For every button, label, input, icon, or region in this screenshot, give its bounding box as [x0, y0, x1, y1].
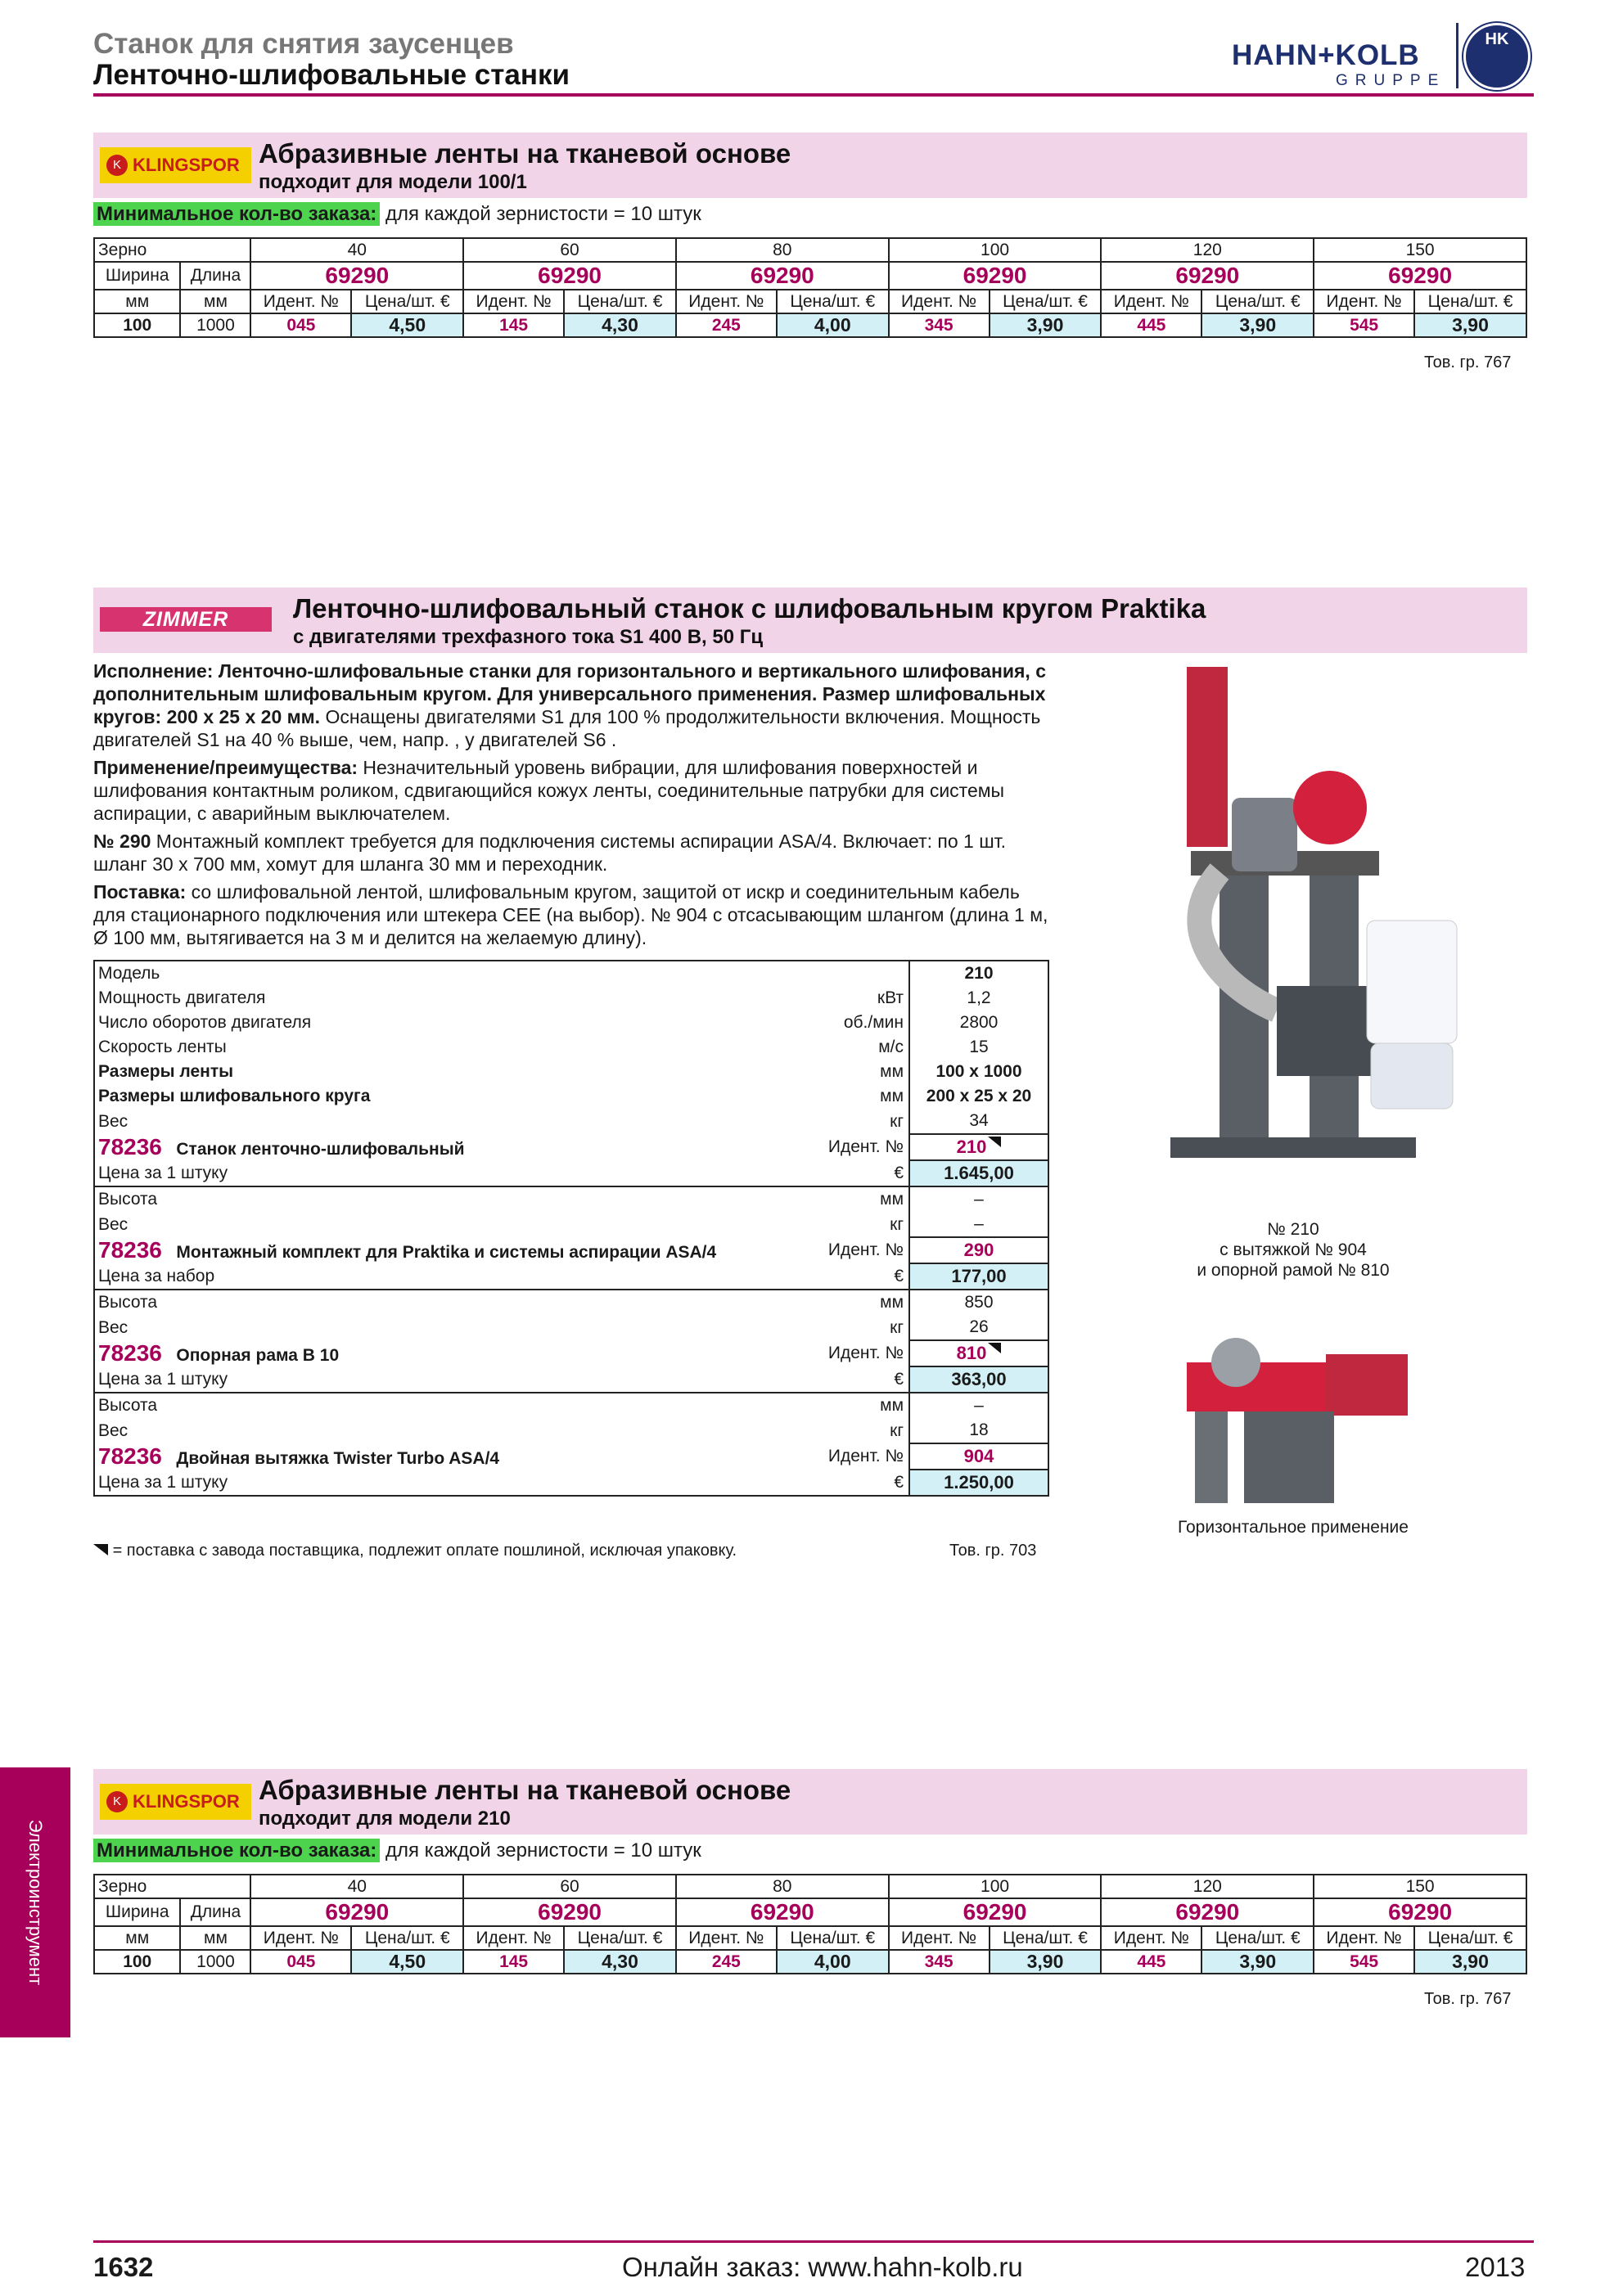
spec-wheel-label: Размеры шлифовального круга [94, 1084, 745, 1109]
id-label: Идент. № [463, 1926, 564, 1950]
product-row [94, 1134, 745, 1160]
grain-value: 80 [676, 1875, 889, 1898]
product-id: 145 [463, 313, 564, 337]
product-article: 78236 [98, 1237, 162, 1263]
price-label: Цена/шт. € [564, 290, 676, 313]
klingspor-mark-icon: K [106, 1791, 128, 1812]
unit-price: 4,00 [777, 1950, 889, 1974]
belt-width: 100 [94, 1950, 180, 1974]
product-id: 345 [889, 1950, 990, 1974]
product-id: 245 [676, 313, 777, 337]
grain-value: 80 [676, 238, 889, 262]
spec-rpm: 2800 [909, 1011, 1048, 1035]
grain-value: 40 [250, 238, 463, 262]
footer-year: 2013 [1465, 2252, 1526, 2282]
min-order-text: для каждой зернистости = 10 штук [385, 1839, 701, 1862]
page-number: 1632 [93, 2252, 154, 2282]
id-label: Идент. № [1101, 1926, 1201, 1950]
product-name: Монтажный комплект для Praktika и системы аспирации ASA/4 [176, 1243, 717, 1262]
euro-sign: € [745, 1263, 909, 1290]
weight-unit: кг [890, 1420, 904, 1440]
product-price: 1.250,00 [909, 1470, 1048, 1496]
article-number: 69290 [1314, 262, 1526, 290]
horizontal-use-photo [1179, 1330, 1424, 1503]
grain-value: 120 [1101, 238, 1314, 262]
price-label: Цена/шт. € [777, 1926, 889, 1950]
grain-value: 60 [463, 238, 676, 262]
width-unit: мм [94, 1926, 180, 1950]
klingspor-logo-text: KLINGSPOR [133, 1791, 240, 1812]
grain-value: 120 [1101, 1875, 1314, 1898]
spec-belt-unit: мм [880, 1062, 904, 1081]
unit-price: 3,90 [990, 1950, 1102, 1974]
id-label: Идент. № [827, 1447, 904, 1465]
belt-top-title: Абразивные ленты на тканевой основе [259, 138, 791, 169]
factory-delivery-icon [93, 1544, 108, 1555]
spec-speed-label: Скорость ленты [94, 1035, 745, 1060]
product-id-cell [909, 1340, 1048, 1366]
length-label: Длина [180, 262, 250, 290]
logo-divider [1456, 23, 1458, 88]
machine-description [93, 660, 1051, 954]
product-id: 210 [956, 1137, 987, 1157]
weight-unit: кг [890, 1317, 904, 1337]
id-label: Идент. № [250, 290, 351, 313]
spec-table [93, 960, 1049, 1497]
klingspor-logo-text: KLINGSPOR [133, 155, 240, 175]
klingspor-mark-icon: K [106, 155, 128, 176]
belt-length: 1000 [180, 1950, 250, 1974]
unit-price: 4,30 [564, 1950, 676, 1974]
machine-tovgr: Тов. гр. 703 [949, 1542, 1037, 1560]
price-label: Цена за 1 штуку [94, 1470, 745, 1496]
factory-footnote: = поставка с завода поставщика, подлежит оплате пошлиной, исключая упаковку. [93, 1542, 737, 1560]
grain-label: Зерно [94, 238, 250, 262]
klingspor-logo [100, 1784, 251, 1820]
spec-weight: 34 [909, 1109, 1048, 1134]
height-unit: мм [745, 1393, 909, 1418]
price-label: Цена/шт. € [351, 1926, 463, 1950]
product-id-cell [909, 1134, 1048, 1160]
height-label: Высота [94, 1393, 745, 1418]
product-id: 045 [250, 313, 351, 337]
id-label: Идент. № [676, 1926, 777, 1950]
category-title: Станок для снятия заусенцев [93, 28, 514, 60]
subcategory-title: Ленточно-шлифовальные станки [93, 59, 570, 91]
spec-model-label: Модель [94, 961, 745, 986]
min-order-label: Минимальное кол-во заказа: [93, 1839, 380, 1862]
footer-online-order: Онлайн заказ: www.hahn-kolb.ru [622, 2252, 1023, 2282]
section-side-tab-label: Электроинструмент [25, 1819, 46, 1986]
id-label: Идент. № [1314, 1926, 1414, 1950]
article-number: 69290 [889, 1898, 1102, 1926]
height-unit: мм [745, 1290, 909, 1315]
spec-speed-unit: м/с [878, 1038, 904, 1056]
grain-value: 100 [889, 238, 1102, 262]
grain-value: 150 [1314, 1875, 1526, 1898]
product-price: 363,00 [909, 1366, 1048, 1393]
id-label: Идент. № [827, 1240, 904, 1259]
product-price: 177,00 [909, 1263, 1048, 1290]
min-order-label: Минимальное кол-во заказа: [93, 202, 380, 226]
product-id: 545 [1314, 313, 1414, 337]
article-number: 69290 [250, 1898, 463, 1926]
belt-top-table [93, 237, 1527, 338]
length-unit: мм [180, 1926, 250, 1950]
product-id: 904 [963, 1446, 994, 1466]
belt-top-header [93, 133, 1527, 198]
weight-label: Вес [94, 1212, 745, 1237]
price-label: Цена/шт. € [990, 1926, 1102, 1950]
machine-photo [1121, 659, 1465, 1195]
belt-bottom-header [93, 1769, 1527, 1835]
machine-photo-caption: № 210 с вытяжкой № 904 и опорной рамой № 810 [1197, 1220, 1390, 1280]
id-label: Идент. № [1314, 290, 1414, 313]
klingspor-logo [100, 147, 251, 183]
price-label: Цена/шт. € [990, 290, 1102, 313]
unit-price: 4,50 [351, 1950, 463, 1974]
belt-bottom-min-order [93, 1839, 701, 1862]
unit-price: 3,90 [990, 313, 1102, 337]
section-side-tab[interactable] [0, 1767, 70, 2037]
price-label: Цена/шт. € [1201, 1926, 1314, 1950]
product-name: Опорная рама B 10 [176, 1346, 340, 1365]
spec-rpm-label: Число оборотов двигателя [94, 1011, 745, 1035]
brand-logo-mark: HK [1463, 23, 1531, 90]
product-height: 850 [909, 1290, 1048, 1315]
machine-title: Ленточно-шлифовальный станок с шлифовальным кругом Praktika [293, 593, 1206, 624]
article-number: 69290 [250, 262, 463, 290]
id-label: Идент. № [889, 1926, 990, 1950]
width-label: Ширина [94, 1898, 180, 1926]
product-article: 78236 [98, 1443, 162, 1469]
machine-subtitle: с двигателями трехфазного тока S1 400 В, 50 Гц [293, 626, 764, 648]
brand-logo-subtext: GRUPPE [1336, 72, 1446, 89]
article-number: 69290 [1101, 1898, 1314, 1926]
spec-weight-unit: кг [890, 1111, 904, 1131]
grain-value: 40 [250, 1875, 463, 1898]
price-label: Цена за набор [94, 1263, 745, 1290]
factory-delivery-icon [988, 1137, 1001, 1147]
spec-model: 210 [909, 961, 1048, 986]
product-id: 810 [956, 1343, 987, 1363]
product-id: 345 [889, 313, 990, 337]
belt-bottom-subtitle: подходит для модели 210 [259, 1808, 511, 1830]
product-name: Двойная вытяжка Twister Turbo ASA/4 [176, 1449, 500, 1468]
header-rule [93, 93, 1534, 97]
product-row [94, 1340, 745, 1366]
grain-value: 100 [889, 1875, 1102, 1898]
width-label: Ширина [94, 262, 180, 290]
article-number: 69290 [1314, 1898, 1526, 1926]
article-number: 69290 [889, 262, 1102, 290]
brand-logo-text: HAHN+KOLB [1232, 39, 1420, 71]
product-article: 78236 [98, 1340, 162, 1366]
min-order-text: для каждой зернистости = 10 штук [385, 203, 701, 225]
spec-wheel: 200 x 25 x 20 [909, 1084, 1048, 1109]
product-id: 445 [1101, 313, 1201, 337]
id-label: Идент. № [676, 290, 777, 313]
euro-sign: € [745, 1160, 909, 1186]
length-label: Длина [180, 1898, 250, 1926]
spec-power-unit: кВт [877, 988, 904, 1007]
desc-delivery: Поставка: со шлифовальной лентой, шлифовальным кругом, защитой от искр и соединительным кабель для стационарного подключения или штекера СЕЕ (на выбор). № 904 с отсасывающим шлангом (длина 1 м, Ø 100 мм, вытягивается на 3 м и делится на желаемую длину). [93, 881, 1048, 948]
price-label: Цена/шт. € [777, 290, 889, 313]
id-label: Идент. № [463, 290, 564, 313]
unit-price: 4,00 [777, 313, 889, 337]
id-label: Идент. № [250, 1926, 351, 1950]
article-number: 69290 [463, 1898, 676, 1926]
height-label: Высота [94, 1290, 745, 1315]
product-id: 045 [250, 1950, 351, 1974]
belt-width: 100 [94, 313, 180, 337]
product-id: 245 [676, 1950, 777, 1974]
article-number: 69290 [676, 262, 889, 290]
price-label: Цена/шт. € [351, 290, 463, 313]
product-id: 445 [1101, 1950, 1201, 1974]
belt-bottom-title: Абразивные ленты на тканевой основе [259, 1775, 791, 1805]
machine-header [93, 588, 1527, 653]
price-label: Цена за 1 штуку [94, 1160, 745, 1186]
horizontal-use-caption: Горизонтальное применение [1178, 1518, 1409, 1537]
unit-price: 3,90 [1414, 1950, 1526, 1974]
footer-rule [93, 2240, 1534, 2243]
desc-kit: № 290 Монтажный комплект требуется для подключения системы аспирации ASA/4. Включает: по 1 шт. шланг 30 x 700 мм, хомут для шланга 30 мм и переходник. [93, 831, 1007, 875]
factory-delivery-icon [988, 1343, 1001, 1353]
unit-price: 3,90 [1414, 313, 1526, 337]
spec-weight-label: Вес [94, 1109, 745, 1134]
article-number: 69290 [463, 262, 676, 290]
id-label: Идент. № [1101, 290, 1201, 313]
price-label: Цена/шт. € [564, 1926, 676, 1950]
spec-rpm-unit: об./мин [843, 1013, 904, 1032]
spec-speed: 15 [909, 1035, 1048, 1060]
weight-label: Вес [94, 1418, 745, 1443]
belt-top-tovgr: Тов. гр. 767 [1424, 353, 1512, 371]
product-id: 545 [1314, 1950, 1414, 1974]
price-label: Цена/шт. € [1201, 290, 1314, 313]
grain-label: Зерно [94, 1875, 250, 1898]
spec-belt-label: Размеры ленты [94, 1060, 745, 1084]
product-row [94, 1237, 745, 1263]
desc-benefits: Применение/преимущества: Незначительный уровень вибрации, для шлифования поверхностей и шлифования контактным роликом, сдвигающийся кожух ленты, соединительные патрубки для системы аспирации, с аварийным выключателем. [93, 757, 1005, 824]
height-unit: мм [745, 1186, 909, 1212]
grain-value: 60 [463, 1875, 676, 1898]
article-number: 69290 [676, 1898, 889, 1926]
spec-power-label: Мощность двигателя [94, 986, 745, 1011]
product-height: – [909, 1393, 1048, 1418]
spec-belt: 100 x 1000 [909, 1060, 1048, 1084]
belt-top-subtitle: подходит для модели 100/1 [259, 171, 527, 193]
price-label: Цена за 1 штуку [94, 1366, 745, 1393]
product-id-cell [909, 1237, 1048, 1263]
product-id: 145 [463, 1950, 564, 1974]
unit-price: 3,90 [1201, 313, 1314, 337]
width-unit: мм [94, 290, 180, 313]
product-id: 290 [963, 1240, 994, 1260]
grain-value: 150 [1314, 238, 1526, 262]
product-name: Станок ленточно-шлифовальный [176, 1140, 465, 1159]
product-row [94, 1443, 745, 1470]
unit-price: 4,30 [564, 313, 676, 337]
spec-wheel-unit: мм [880, 1087, 904, 1105]
length-unit: мм [180, 290, 250, 313]
weight-label: Вес [94, 1315, 745, 1340]
height-label: Высота [94, 1186, 745, 1212]
spec-power: 1,2 [909, 986, 1048, 1011]
unit-price: 3,90 [1201, 1950, 1314, 1974]
price-label: Цена/шт. € [1414, 290, 1526, 313]
id-label: Идент. № [827, 1344, 904, 1362]
product-weight: – [909, 1212, 1048, 1237]
product-id-cell [909, 1443, 1048, 1470]
weight-unit: кг [890, 1214, 904, 1234]
belt-bottom-tovgr: Тов. гр. 767 [1424, 1990, 1512, 2008]
belt-bottom-table [93, 1874, 1527, 1974]
id-label: Идент. № [827, 1137, 904, 1156]
product-weight: 26 [909, 1315, 1048, 1340]
desc-execution: Исполнение: Ленточно-шлифовальные станки для горизонтального и вертикального шлифования, с дополнительным шлифовальным кругом. Для универсального применения. Размер шлифовальных кругов: 200 x 25 x 20 мм. Оснащены двигателями S1 для 100 % продолжительности включения. Мощность двигателей S1 на 40 % выше, чем, напр. , у двигателей S6 . [93, 660, 1046, 750]
article-number: 69290 [1101, 262, 1314, 290]
product-article: 78236 [98, 1134, 162, 1159]
belt-length: 1000 [180, 313, 250, 337]
id-label: Идент. № [889, 290, 990, 313]
product-weight: 18 [909, 1418, 1048, 1443]
euro-sign: € [745, 1366, 909, 1393]
belt-top-min-order [93, 203, 701, 226]
product-height: – [909, 1186, 1048, 1212]
zimmer-logo: ZIMMER [100, 607, 272, 632]
price-label: Цена/шт. € [1414, 1926, 1526, 1950]
euro-sign: € [745, 1470, 909, 1496]
product-price: 1.645,00 [909, 1160, 1048, 1186]
unit-price: 4,50 [351, 313, 463, 337]
